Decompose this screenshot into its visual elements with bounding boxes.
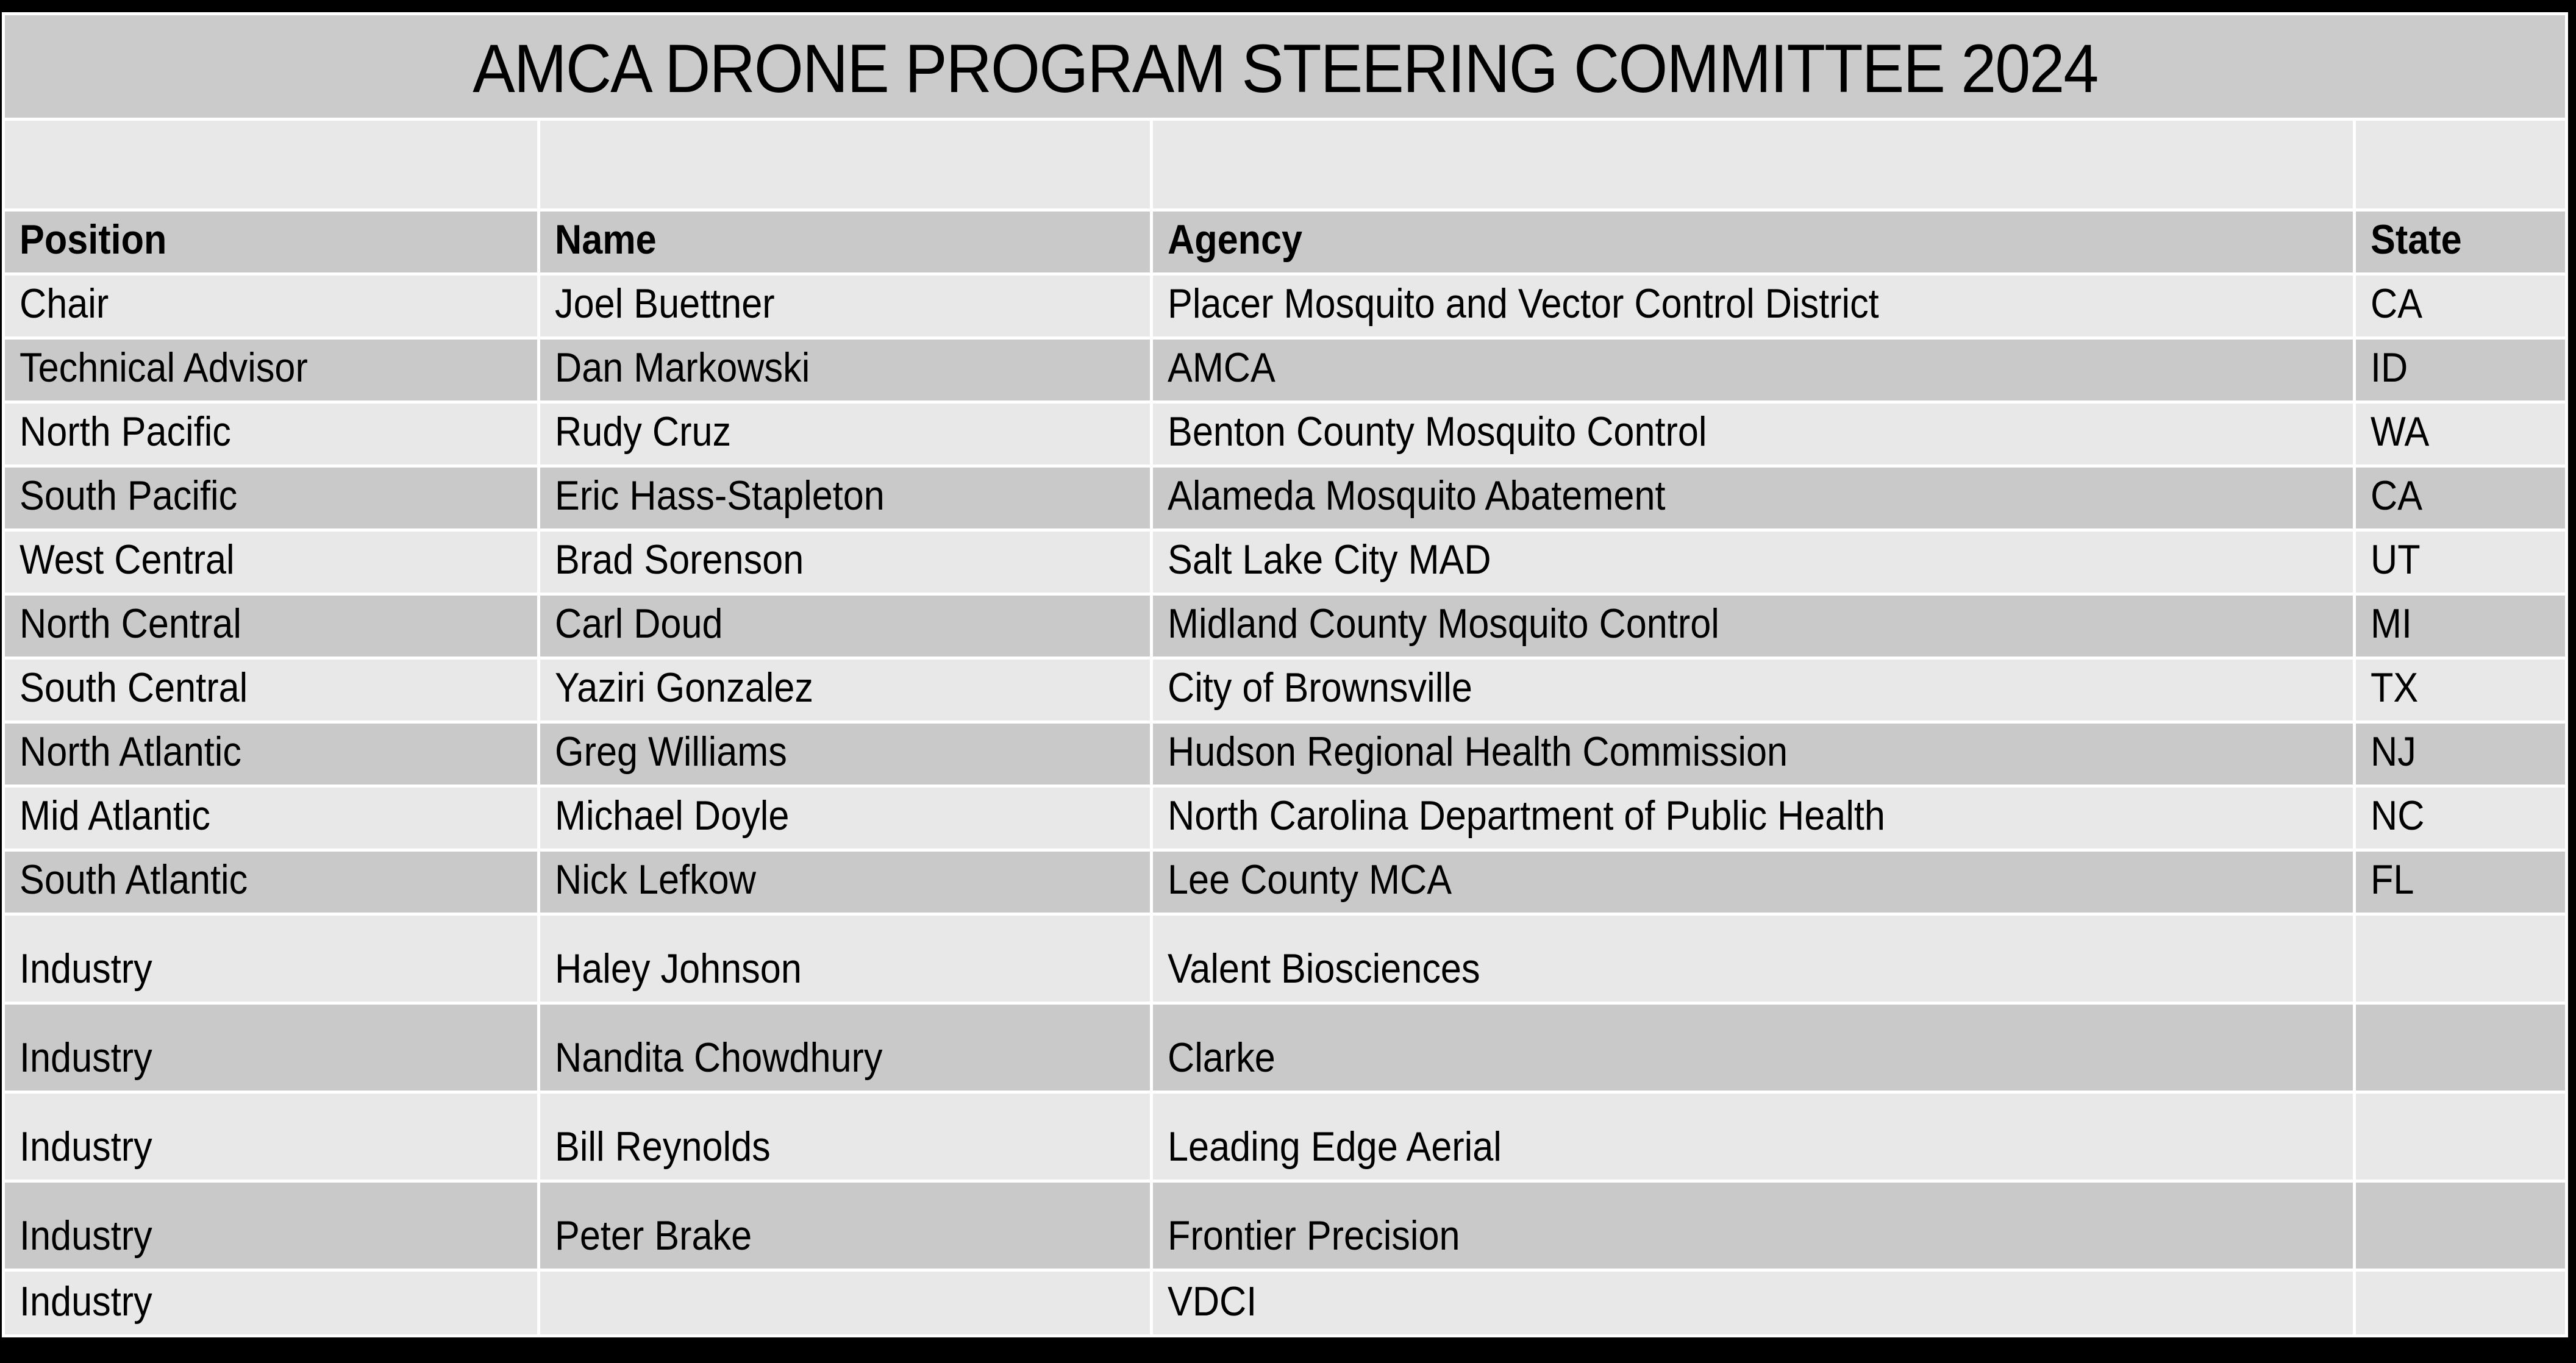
cell-text: MI [2371, 600, 2412, 647]
table-cell-state [2356, 532, 2565, 593]
column-header-name [540, 212, 1150, 272]
cell-text: North Carolina Department of Public Health [1168, 792, 1885, 839]
table-cell-position [5, 1183, 537, 1269]
cell-text: Industry [20, 945, 152, 992]
cell-text: Lee County MCA [1168, 856, 1452, 903]
table-cell-position [5, 916, 537, 1002]
cell-text: Nandita Chowdhury [555, 1034, 883, 1081]
table-cell-name [540, 852, 1150, 913]
table-cell-name [540, 468, 1150, 528]
table-cell-agency [1153, 1094, 2353, 1180]
cell-text: Haley Johnson [555, 945, 802, 992]
table-cell-agency [1153, 1272, 2353, 1334]
table-cell-state [2356, 1005, 2565, 1091]
cell-text: VDCI [1168, 1278, 1257, 1325]
cell-text: Salt Lake City MAD [1168, 536, 1491, 583]
cell-text: Industry [20, 1212, 152, 1259]
table-cell-state [2356, 1183, 2565, 1269]
column-header-label: Name [555, 216, 657, 263]
table-cell-state [2356, 852, 2565, 913]
cell-text: South Central [20, 664, 248, 711]
committee-table [2, 12, 2568, 1337]
cell-text: Michael Doyle [555, 792, 790, 839]
cell-text: CA [2371, 280, 2423, 327]
table-cell-state [2356, 916, 2565, 1002]
cell-text: North Pacific [20, 408, 231, 455]
table-title-cell [5, 15, 2565, 118]
table-cell-agency [1153, 276, 2353, 336]
cell-text: Yaziri Gonzalez [555, 664, 814, 711]
empty-cell [2356, 121, 2565, 208]
empty-cell [1153, 121, 2353, 208]
column-header-agency [1153, 212, 2353, 272]
cell-text: Valent Biosciences [1168, 945, 1480, 992]
table-cell-position [5, 724, 537, 785]
table-cell-name [540, 1005, 1150, 1091]
cell-text: Technical Advisor [20, 344, 308, 391]
cell-text: Leading Edge Aerial [1168, 1123, 1502, 1170]
table-cell-agency [1153, 468, 2353, 528]
table-cell-agency [1153, 1183, 2353, 1269]
table-cell-name [540, 788, 1150, 849]
cell-text: South Pacific [20, 472, 238, 519]
table-cell-name [540, 276, 1150, 336]
column-header-label: State [2371, 216, 2462, 263]
cell-text: Mid Atlantic [20, 792, 210, 839]
cell-text: Brad Sorenson [555, 536, 804, 583]
table-cell-state [2356, 788, 2565, 849]
cell-text: Rudy Cruz [555, 408, 732, 455]
table-cell-position [5, 1272, 537, 1334]
table-cell-name [540, 1183, 1150, 1269]
table-cell-agency [1153, 788, 2353, 849]
cell-text: Hudson Regional Health Commission [1168, 728, 1788, 775]
table-cell-agency [1153, 532, 2353, 593]
empty-cell [540, 121, 1150, 208]
table-cell-name [540, 404, 1150, 464]
table-cell-position [5, 788, 537, 849]
cell-text: City of Brownsville [1168, 664, 1472, 711]
table-cell-name [540, 916, 1150, 1002]
table-cell-agency [1153, 1005, 2353, 1091]
cell-text: UT [2371, 536, 2421, 583]
cell-text: Industry [20, 1278, 152, 1325]
cell-text: West Central [20, 536, 235, 583]
cell-text: Benton County Mosquito Control [1168, 408, 1707, 455]
table-cell-agency [1153, 596, 2353, 657]
table-cell-name [540, 1272, 1150, 1334]
table-cell-position [5, 660, 537, 721]
table-cell-position [5, 1005, 537, 1091]
table-cell-name [540, 596, 1150, 657]
table-cell-name [540, 340, 1150, 400]
cell-text: WA [2371, 408, 2430, 455]
table-cell-agency [1153, 340, 2353, 400]
table-cell-state [2356, 1272, 2565, 1334]
cell-text: NC [2371, 792, 2425, 839]
table-cell-state [2356, 276, 2565, 336]
column-header-label: Position [20, 216, 167, 263]
column-header-position [5, 212, 537, 272]
table-cell-agency [1153, 916, 2353, 1002]
table-cell-position [5, 340, 537, 400]
cell-text: Industry [20, 1123, 152, 1170]
cell-text: Dan Markowski [555, 344, 810, 391]
cell-text: Greg Williams [555, 728, 787, 775]
table-cell-agency [1153, 404, 2353, 464]
cell-text: Placer Mosquito and Vector Control District [1168, 280, 1879, 327]
cell-text: North Central [20, 600, 241, 647]
cell-text: Nick Lefkow [555, 856, 756, 903]
table-cell-name [540, 724, 1150, 785]
table-cell-agency [1153, 724, 2353, 785]
table-cell-state [2356, 596, 2565, 657]
cell-text: Peter Brake [555, 1212, 752, 1259]
table-cell-name [540, 532, 1150, 593]
table-cell-position [5, 276, 537, 336]
table-cell-state [2356, 468, 2565, 528]
table-cell-position [5, 852, 537, 913]
cell-text: TX [2371, 664, 2419, 711]
table-cell-state [2356, 724, 2565, 785]
cell-text: Frontier Precision [1168, 1212, 1460, 1259]
cell-text: CA [2371, 472, 2423, 519]
table-cell-state [2356, 660, 2565, 721]
table-cell-position [5, 468, 537, 528]
table-cell-agency [1153, 852, 2353, 913]
cell-text: ID [2371, 344, 2408, 391]
cell-text: Carl Doud [555, 600, 723, 647]
table-cell-state [2356, 340, 2565, 400]
table-cell-state [2356, 404, 2565, 464]
table-cell-position [5, 596, 537, 657]
empty-cell [5, 121, 537, 208]
cell-text: FL [2371, 856, 2414, 903]
cell-text: Alameda Mosquito Abatement [1168, 472, 1666, 519]
cell-text: North Atlantic [20, 728, 241, 775]
cell-text: NJ [2371, 728, 2416, 775]
table-cell-state [2356, 1094, 2565, 1180]
cell-text: Eric Hass-Stapleton [555, 472, 885, 519]
cell-text: Joel Buettner [555, 280, 775, 327]
table-cell-name [540, 660, 1150, 721]
cell-text: Industry [20, 1034, 152, 1081]
cell-text: Chair [20, 280, 109, 327]
table-cell-position [5, 404, 537, 464]
cell-text: South Atlantic [20, 856, 248, 903]
table-cell-agency [1153, 660, 2353, 721]
table-cell-position [5, 1094, 537, 1180]
cell-text: Bill Reynolds [555, 1123, 771, 1170]
page-title: AMCA DRONE PROGRAM STEERING COMMITTEE 2024 [472, 30, 2098, 107]
table-cell-position [5, 532, 537, 593]
cell-text: Clarke [1168, 1034, 1276, 1081]
column-header-label: Agency [1168, 216, 1303, 263]
column-header-state [2356, 212, 2565, 272]
table-cell-name [540, 1094, 1150, 1180]
cell-text: Midland County Mosquito Control [1168, 600, 1719, 647]
cell-text: AMCA [1168, 344, 1276, 391]
